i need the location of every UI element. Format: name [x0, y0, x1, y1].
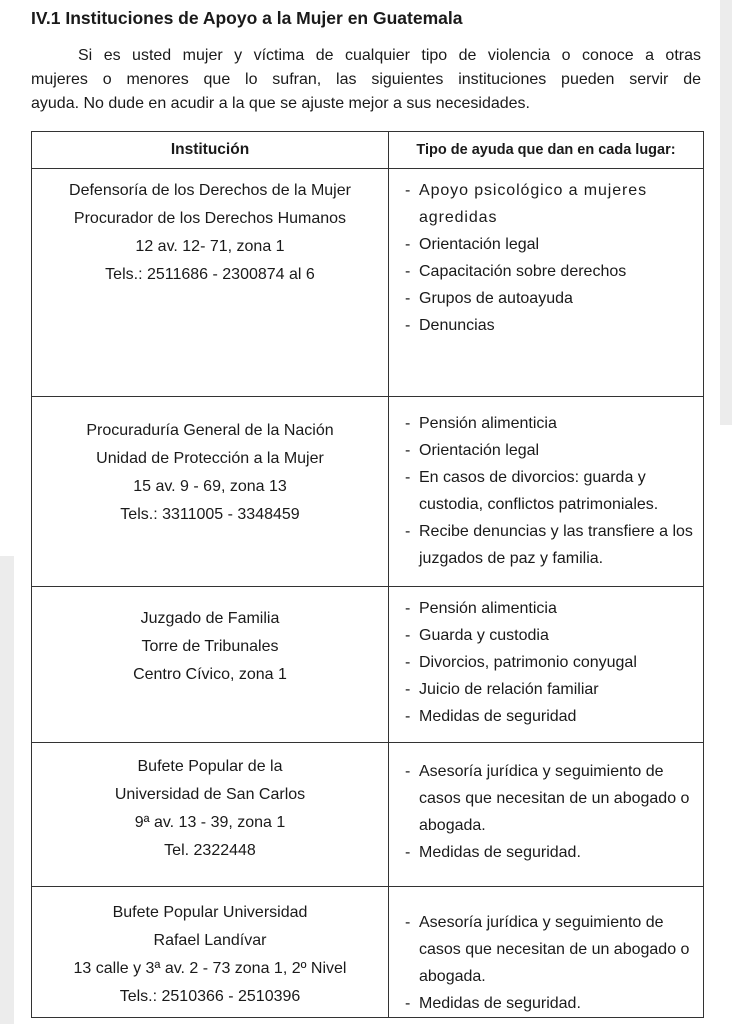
section-heading: IV.1 Instituciones de Apoyo a la Mujer en Guatemala [31, 8, 463, 28]
help-item: - Asesoría jurídica y seguimiento de casos que necesitan de un abogado o abogada. [399, 909, 703, 990]
help-item: - Divorcios, patrimonio conyugal [399, 649, 703, 676]
institution-line: 13 calle y 3ª av. 2 - 73 zona 1, 2º Nivel [73, 960, 347, 977]
institution-cell [32, 587, 389, 743]
institution-line: Tel. 2322448 [164, 842, 256, 859]
intro-line-1: Si es usted mujer y víctima de cualquier tipo de violencia o conoce a otras [78, 47, 701, 64]
help-cell [389, 397, 704, 587]
intro-paragraph [31, 44, 701, 116]
table-row [32, 169, 704, 397]
help-item: - Orientación legal [399, 231, 703, 258]
institution-line: Defensoría de los Derechos de la Mujer [69, 182, 351, 199]
institution-line: Bufete Popular Universidad [112, 904, 308, 921]
institution-line: Tels.: 2511686 - 2300874 al 6 [105, 266, 315, 283]
column-header-help-type: Tipo de ayuda que dan en cada lugar: [389, 132, 704, 169]
help-item: - Capacitación sobre derechos [399, 258, 703, 285]
help-cell [389, 887, 704, 1018]
intro-line-2: mujeres o menores que lo sufran, las siguientes instituciones pueden servir de [31, 71, 701, 88]
institution-line: Tels.: 3311005 - 3348459 [120, 506, 300, 523]
help-item: - Pensión alimenticia [399, 595, 703, 622]
institution-line: Procuraduría General de la Nación [86, 422, 334, 439]
institution-line: Universidad de San Carlos [114, 786, 306, 803]
institution-cell [32, 743, 389, 887]
intro-line-3: ayuda. No dude en acudir a la que se ajuste mejor a sus necesidades. [31, 95, 530, 112]
help-cell [389, 587, 704, 743]
help-item: - Recibe denuncias y las transfiere a los juzgados de paz y familia. [399, 518, 703, 572]
help-item: - Medidas de seguridad. [399, 839, 703, 866]
help-item: - Medidas de seguridad [399, 703, 703, 730]
help-cell [389, 743, 704, 887]
help-item: - Juicio de relación familiar [399, 676, 703, 703]
help-item: - Pensión alimenticia [399, 410, 703, 437]
help-item: - Apoyo psicológico a mujeres agredidas [399, 177, 703, 231]
institution-line: 15 av. 9 - 69, zona 13 [133, 478, 287, 495]
institution-line: Juzgado de Familia [140, 610, 280, 627]
institution-line: Rafael Landívar [153, 932, 267, 949]
help-item: - En casos de divorcios: guarda y custodia, conflictos patrimoniales. [399, 464, 703, 518]
institution-cell [32, 169, 389, 397]
table-row [32, 587, 704, 743]
table-row [32, 743, 704, 887]
institution-cell [32, 887, 389, 1018]
help-cell [389, 169, 704, 397]
institution-line: Unidad de Protección a la Mujer [96, 450, 324, 467]
table-row [32, 397, 704, 587]
right-edge-bar [720, 0, 732, 425]
institution-line: 12 av. 12- 71, zona 1 [135, 238, 285, 255]
help-item: - Orientación legal [399, 437, 703, 464]
help-item: - Grupos de autoayuda [399, 285, 703, 312]
institution-line: Tels.: 2510366 - 2510396 [119, 988, 301, 1005]
institution-line: Centro Cívico, zona 1 [133, 666, 287, 683]
institutions-table [31, 131, 704, 1018]
institution-line: Torre de Tribunales [141, 638, 279, 655]
help-item: - Asesoría jurídica y seguimiento de casos que necesitan de un abogado o abogada. [399, 758, 703, 839]
institution-line: Procurador de los Derechos Humanos [73, 210, 347, 227]
table-row [32, 887, 704, 1018]
help-item: - Medidas de seguridad. [399, 990, 703, 1017]
column-header-institution: Institución [32, 132, 389, 169]
help-item: - Guarda y custodia [399, 622, 703, 649]
left-edge-bar [0, 556, 14, 1024]
help-item: - Denuncias [399, 312, 703, 339]
institution-line: Bufete Popular de la [137, 758, 283, 775]
table-header-row [32, 132, 704, 169]
institution-line: 9ª av. 13 - 39, zona 1 [134, 814, 286, 831]
institution-cell [32, 397, 389, 587]
